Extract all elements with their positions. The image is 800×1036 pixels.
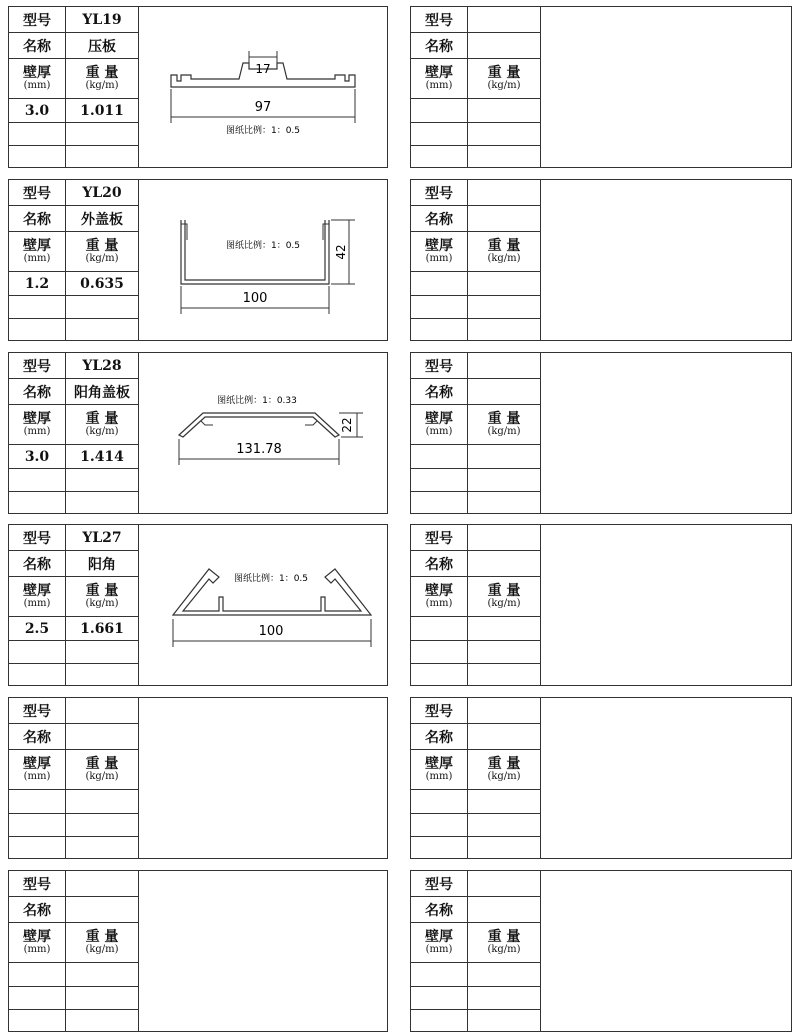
weight-label: 重 量 <box>487 64 521 81</box>
thickness-label: 壁厚 <box>23 237 51 254</box>
thickness-label: 壁厚 <box>23 928 51 945</box>
thickness-label: 壁厚 <box>425 582 453 599</box>
profile-card-yl27 <box>8 524 388 686</box>
blank-row <box>66 641 139 664</box>
profile-card-yl28 <box>8 352 388 514</box>
weight-label: 重 量 <box>487 237 521 254</box>
weight-unit: (kg/m) <box>487 425 521 437</box>
weight-unit: (kg/m) <box>85 79 119 91</box>
weight-value: 0.635 <box>66 272 139 296</box>
thickness-label: 壁厚 <box>23 64 51 81</box>
thickness-value: 3.0 <box>9 99 66 123</box>
thickness-value: 3.0 <box>9 445 66 469</box>
thickness-header <box>411 750 468 790</box>
name-label: 名称 <box>9 379 66 405</box>
thickness-unit: (mm) <box>425 597 453 609</box>
model-value: YL19 <box>66 7 139 33</box>
dimension-label: 131.78 <box>236 442 282 457</box>
weight-unit: (kg/m) <box>85 943 119 955</box>
model-value: YL28 <box>66 353 139 379</box>
model-label: 型号 <box>9 7 66 33</box>
thickness-unit: (mm) <box>23 252 51 264</box>
weight-label: 重 量 <box>85 928 119 945</box>
weight-label: 重 量 <box>487 928 521 945</box>
blank-row <box>66 814 139 837</box>
thickness-unit: (mm) <box>425 79 453 91</box>
thickness-header <box>411 923 468 963</box>
blank-row <box>411 814 468 837</box>
weight-header <box>468 750 541 790</box>
weight-value <box>468 99 541 123</box>
thickness-value: 1.2 <box>9 272 66 296</box>
thickness-unit: (mm) <box>23 943 51 955</box>
thickness-header <box>411 232 468 272</box>
thickness-label: 壁厚 <box>425 410 453 427</box>
dimension-label: 42 <box>334 244 348 260</box>
weight-header <box>468 923 541 963</box>
blank-row <box>411 837 468 858</box>
thickness-header <box>9 405 66 445</box>
weight-header <box>468 232 541 272</box>
blank-row <box>9 641 66 664</box>
model-value <box>66 871 139 897</box>
name-value: 外盖板 <box>66 206 139 232</box>
blank-row <box>411 296 468 319</box>
weight-unit: (kg/m) <box>487 770 521 782</box>
model-label: 型号 <box>9 871 66 897</box>
profile-drawing-yl28 <box>139 353 387 513</box>
name-value <box>66 724 139 750</box>
model-value <box>66 698 139 724</box>
name-label: 名称 <box>411 379 468 405</box>
blank-row <box>468 987 541 1010</box>
weight-unit: (kg/m) <box>487 597 521 609</box>
blank-row <box>411 987 468 1010</box>
weight-value: 1.011 <box>66 99 139 123</box>
scale-note: 图纸比例：1：0.5 <box>225 241 301 251</box>
dimension-label: 22 <box>340 417 354 433</box>
thickness-value <box>411 963 468 987</box>
thickness-unit: (mm) <box>23 770 51 782</box>
blank-row <box>66 1010 139 1031</box>
name-label: 名称 <box>9 551 66 577</box>
blank-row <box>411 664 468 685</box>
blank-row <box>468 1010 541 1031</box>
model-label: 型号 <box>411 871 468 897</box>
blank-row <box>66 987 139 1010</box>
name-label: 名称 <box>411 897 468 923</box>
name-label: 名称 <box>9 206 66 232</box>
weight-unit: (kg/m) <box>85 770 119 782</box>
blank-row <box>468 492 541 513</box>
thickness-label: 壁厚 <box>23 582 51 599</box>
weight-header <box>468 405 541 445</box>
name-label: 名称 <box>411 724 468 750</box>
blank-row <box>411 641 468 664</box>
weight-label: 重 量 <box>85 64 119 81</box>
name-label: 名称 <box>411 551 468 577</box>
thickness-header <box>9 923 66 963</box>
weight-unit: (kg/m) <box>85 597 119 609</box>
blank-row <box>9 664 66 685</box>
thickness-header <box>411 405 468 445</box>
model-label: 型号 <box>411 525 468 551</box>
name-label: 名称 <box>9 897 66 923</box>
thickness-unit: (mm) <box>425 943 453 955</box>
blank-row <box>468 664 541 685</box>
blank-row <box>9 987 66 1010</box>
thickness-label: 壁厚 <box>425 237 453 254</box>
thickness-header <box>9 232 66 272</box>
profile-drawing-yl20 <box>139 180 387 340</box>
blank-row <box>66 469 139 492</box>
blank-row <box>66 319 139 340</box>
thickness-header <box>411 59 468 99</box>
model-value <box>468 7 541 33</box>
model-value <box>468 180 541 206</box>
weight-header <box>66 577 139 617</box>
weight-header <box>66 59 139 99</box>
weight-header <box>468 59 541 99</box>
thickness-header <box>9 577 66 617</box>
dimension-label: 100 <box>242 291 268 306</box>
weight-label: 重 量 <box>487 410 521 427</box>
profile-card-empty <box>410 352 792 514</box>
scale-note: 图纸比例：1：0.5 <box>233 574 309 584</box>
weight-label: 重 量 <box>487 755 521 772</box>
blank-row <box>66 492 139 513</box>
thickness-value <box>411 99 468 123</box>
blank-row <box>411 469 468 492</box>
blank-row <box>9 469 66 492</box>
blank-row <box>411 319 468 340</box>
model-label: 型号 <box>9 353 66 379</box>
thickness-value <box>411 445 468 469</box>
weight-value <box>468 445 541 469</box>
weight-value <box>468 963 541 987</box>
model-label: 型号 <box>9 180 66 206</box>
profile-card-empty <box>410 697 792 859</box>
thickness-header <box>411 577 468 617</box>
blank-row <box>9 814 66 837</box>
model-label: 型号 <box>9 698 66 724</box>
name-value: 压板 <box>66 33 139 59</box>
weight-header <box>66 750 139 790</box>
blank-row <box>66 664 139 685</box>
weight-value <box>468 790 541 814</box>
thickness-unit: (mm) <box>23 79 51 91</box>
weight-unit: (kg/m) <box>487 252 521 264</box>
model-label: 型号 <box>411 353 468 379</box>
model-label: 型号 <box>9 525 66 551</box>
name-value: 阳角 <box>66 551 139 577</box>
name-value <box>468 724 541 750</box>
weight-unit: (kg/m) <box>85 425 119 437</box>
thickness-value <box>9 963 66 987</box>
scale-note: 图纸比例：1：0.33 <box>217 396 297 406</box>
blank-row <box>9 492 66 513</box>
weight-label: 重 量 <box>85 237 119 254</box>
name-value: 阳角盖板 <box>66 379 139 405</box>
blank-row <box>9 296 66 319</box>
weight-unit: (kg/m) <box>487 943 521 955</box>
thickness-unit: (mm) <box>425 425 453 437</box>
profile-outline <box>181 220 329 284</box>
blank-row <box>468 296 541 319</box>
weight-value: 1.661 <box>66 617 139 641</box>
thickness-label: 壁厚 <box>425 928 453 945</box>
profile-card-empty <box>410 179 792 341</box>
dimension-label: 100 <box>258 624 284 639</box>
weight-unit: (kg/m) <box>85 252 119 264</box>
profile-card-empty <box>410 524 792 686</box>
model-label: 型号 <box>411 7 468 33</box>
profile-card-yl19 <box>8 6 388 168</box>
weight-header <box>66 405 139 445</box>
blank-row <box>9 319 66 340</box>
profile-lip <box>181 224 329 240</box>
profile-card-empty <box>8 697 388 859</box>
weight-value <box>66 963 139 987</box>
blank-row <box>411 1010 468 1031</box>
blank-row <box>66 296 139 319</box>
thickness-value <box>411 790 468 814</box>
profile-outline <box>179 413 339 437</box>
model-value <box>468 871 541 897</box>
name-label: 名称 <box>411 33 468 59</box>
blank-row <box>411 146 468 167</box>
thickness-value <box>9 790 66 814</box>
model-value: YL27 <box>66 525 139 551</box>
blank-row <box>9 123 66 146</box>
model-value <box>468 698 541 724</box>
name-value <box>468 33 541 59</box>
weight-header <box>66 232 139 272</box>
scale-note: 图纸比例：1：0.5 <box>225 126 301 136</box>
profile-card-empty <box>410 870 792 1032</box>
profile-card-empty <box>8 870 388 1032</box>
blank-row <box>468 837 541 858</box>
weight-value <box>468 617 541 641</box>
weight-label: 重 量 <box>85 582 119 599</box>
blank-row <box>468 814 541 837</box>
blank-row <box>66 146 139 167</box>
weight-label: 重 量 <box>487 582 521 599</box>
thickness-value <box>411 272 468 296</box>
name-value <box>468 897 541 923</box>
name-label: 名称 <box>411 206 468 232</box>
weight-label: 重 量 <box>85 410 119 427</box>
thickness-value: 2.5 <box>9 617 66 641</box>
thickness-label: 壁厚 <box>425 64 453 81</box>
thickness-label: 壁厚 <box>425 755 453 772</box>
blank-row <box>411 492 468 513</box>
dimension-label: 17 <box>255 62 271 76</box>
blank-row <box>9 146 66 167</box>
model-label: 型号 <box>411 698 468 724</box>
profile-drawing-yl27 <box>139 525 387 685</box>
blank-row <box>9 1010 66 1031</box>
blank-row <box>468 319 541 340</box>
thickness-label: 壁厚 <box>23 410 51 427</box>
name-value <box>468 551 541 577</box>
weight-value <box>468 272 541 296</box>
profile-drawing-yl19 <box>139 7 387 167</box>
blank-row <box>9 837 66 858</box>
name-value <box>468 379 541 405</box>
profile-card-yl20 <box>8 179 388 341</box>
blank-row <box>468 146 541 167</box>
weight-value: 1.414 <box>66 445 139 469</box>
blank-row <box>468 641 541 664</box>
blank-row <box>468 123 541 146</box>
blank-row <box>66 837 139 858</box>
model-label: 型号 <box>411 180 468 206</box>
thickness-header <box>9 59 66 99</box>
model-value <box>468 525 541 551</box>
weight-value <box>66 790 139 814</box>
name-value <box>468 206 541 232</box>
thickness-unit: (mm) <box>23 425 51 437</box>
thickness-value <box>411 617 468 641</box>
name-label: 名称 <box>9 33 66 59</box>
model-value <box>468 353 541 379</box>
thickness-unit: (mm) <box>23 597 51 609</box>
dimension-label: 97 <box>254 100 272 115</box>
thickness-unit: (mm) <box>425 252 453 264</box>
thickness-header <box>9 750 66 790</box>
weight-header <box>66 923 139 963</box>
name-value <box>66 897 139 923</box>
model-value: YL20 <box>66 180 139 206</box>
thickness-unit: (mm) <box>425 770 453 782</box>
blank-row <box>411 123 468 146</box>
weight-header <box>468 577 541 617</box>
thickness-label: 壁厚 <box>23 755 51 772</box>
weight-unit: (kg/m) <box>487 79 521 91</box>
name-label: 名称 <box>9 724 66 750</box>
blank-row <box>66 123 139 146</box>
weight-label: 重 量 <box>85 755 119 772</box>
profile-hook <box>201 421 317 425</box>
profile-card-empty <box>410 6 792 168</box>
blank-row <box>468 469 541 492</box>
